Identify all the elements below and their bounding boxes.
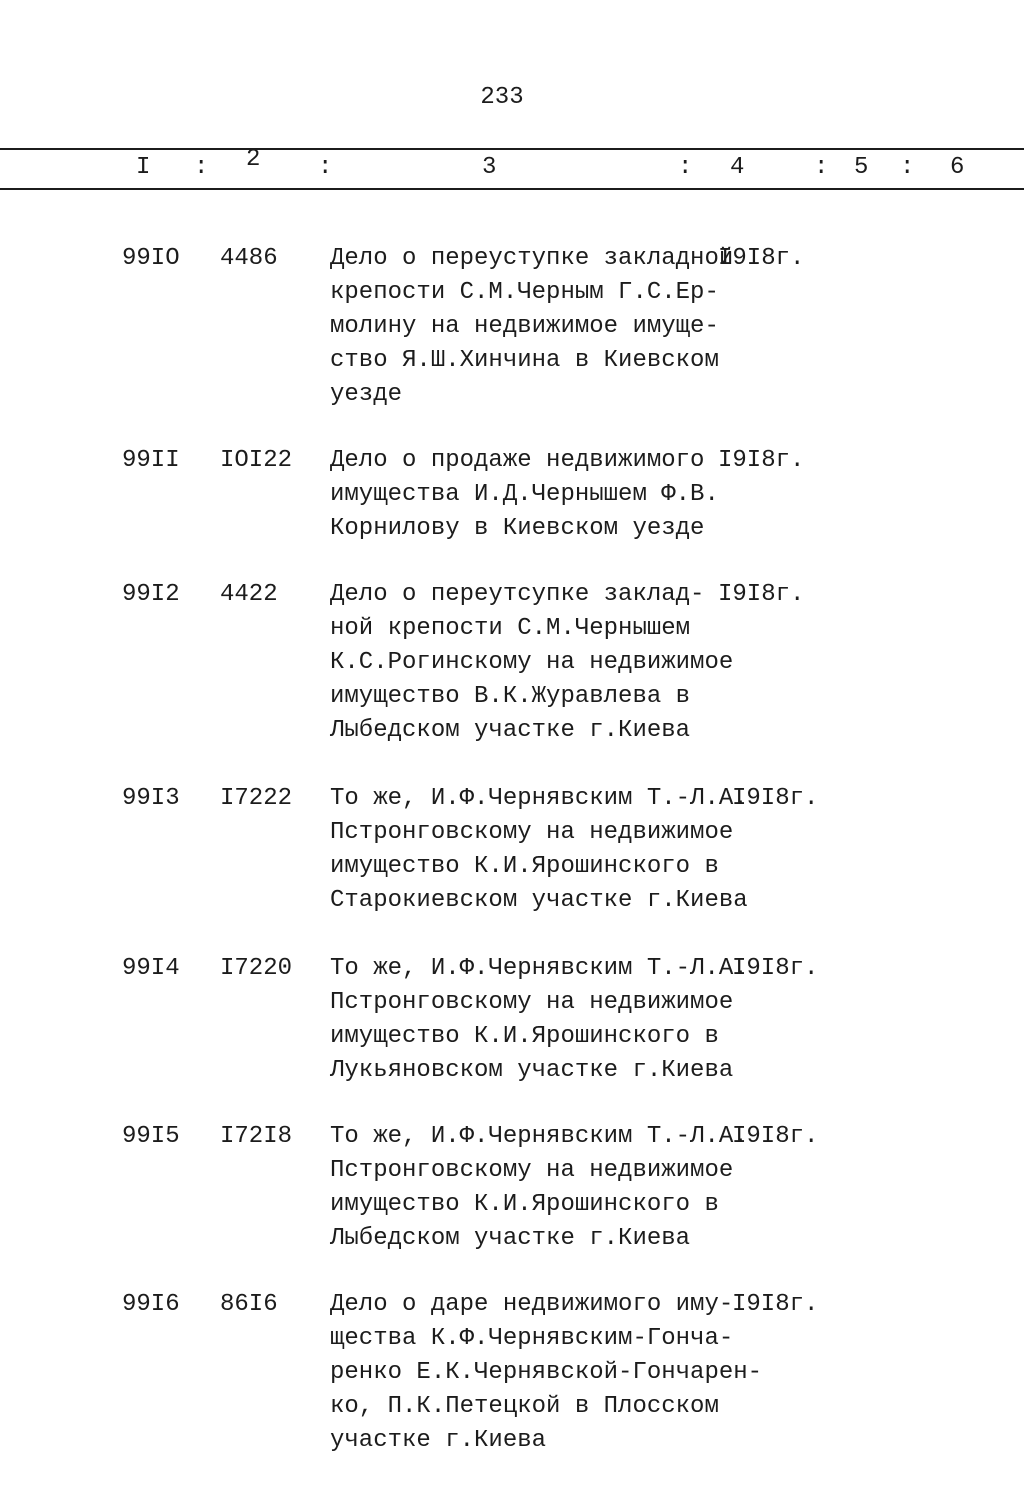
description-line: имущество К.И.Ярошинского в [330,853,719,880]
record-year: I9I8г. [718,245,805,272]
description-line: уезде [330,381,403,408]
description-line: То же, И.Ф.Чернявским Т.-Л.А. [330,955,748,982]
record-description [330,242,750,412]
description-line: Пстронговскому на недвижимое [330,1157,734,1184]
page-number: 233 [480,84,524,111]
record-number: 99I2 [122,581,180,608]
record-code: 4422 [220,581,278,608]
description-line: имущество К.И.Ярошинского в [330,1023,719,1050]
description-line: ренко Е.К.Чернявской-Гончарен- [330,1359,763,1386]
description-line: Пстронговскому на недвижимое [330,819,734,846]
column-separator: : [194,154,209,181]
column-separator: : [814,154,829,181]
description-line: имущества И.Д.Чернышем Ф.В. [330,481,719,508]
description-line: Старокиевском участке г.Киева [330,887,748,914]
record-number: 99I6 [122,1291,180,1318]
record-year: I9I8г. [732,785,819,812]
description-line: То же, И.Ф.Чернявским Т.-Л.А. [330,785,748,812]
description-line: крепости С.М.Черным Г.С.Ер- [330,279,719,306]
description-line: участке г.Киева [330,1427,547,1454]
description-line: имущество К.И.Ярошинского в [330,1191,719,1218]
column-header-6: 6 [950,154,965,181]
record-description [330,1120,750,1256]
description-line: Лыбедском участке г.Киева [330,717,691,744]
description-line: Дело о переутсупке заклад- [330,581,705,608]
column-separator: : [900,154,915,181]
record-code: I7220 [220,955,293,982]
description-line: То же, И.Ф.Чернявским Т.-Л.А. [330,1123,748,1150]
record-description [330,1288,763,1458]
header-top-rule [0,148,1024,150]
column-separator: : [678,154,693,181]
column-header-3: 3 [482,154,497,181]
description-line: Корнилову в Киевском уезде [330,515,705,542]
record-number: 99I5 [122,1123,180,1150]
record-number: 99II [122,447,180,474]
record-code: 86I6 [220,1291,278,1318]
record-description [330,444,750,546]
column-header-2: 2 [246,146,261,173]
record-description [330,782,750,918]
header-bottom-rule [0,188,1024,190]
record-code: IOI22 [220,447,293,474]
description-line: Лукьяновском участке г.Киева [330,1057,734,1084]
record-year: I9I8г. [732,1123,819,1150]
description-line: ко, П.К.Петецкой в Плосском [330,1393,719,1420]
record-year: I9I8г. [732,1291,819,1318]
description-line: Лыбедском участке г.Киева [330,1225,691,1252]
record-year: I9I8г. [732,955,819,982]
description-line: молину на недвижимое имуще- [330,313,719,340]
record-description [330,952,750,1088]
description-line: Дело о продаже недвижимого [330,447,705,474]
record-code: I72I8 [220,1123,293,1150]
column-header-5: 5 [854,154,869,181]
description-line: щества К.Ф.Чернявским-Гонча- [330,1325,734,1352]
record-code: 4486 [220,245,278,272]
column-header-4: 4 [730,154,745,181]
record-year: I9I8г. [718,447,805,474]
column-header-1: I [136,154,151,181]
column-separator: : [318,154,333,181]
record-number: 99IO [122,245,180,272]
record-year: I9I8г. [718,581,805,608]
record-number: 99I3 [122,785,180,812]
description-line: Дело о даре недвижимого иму- [330,1291,734,1318]
description-line: имущество В.К.Журавлева в [330,683,691,710]
column-header-row [0,146,1024,184]
record-code: I7222 [220,785,293,812]
record-number: 99I4 [122,955,180,982]
description-line: Пстронговскому на недвижимое [330,989,734,1016]
description-line: К.С.Рогинскому на недвижимое [330,649,734,676]
description-line: ство Я.Ш.Хинчина в Киевском [330,347,719,374]
record-description [330,578,750,748]
description-line: ной крепости С.М.Чернышем [330,615,691,642]
description-line: Дело о переуступке закладной [330,245,734,272]
